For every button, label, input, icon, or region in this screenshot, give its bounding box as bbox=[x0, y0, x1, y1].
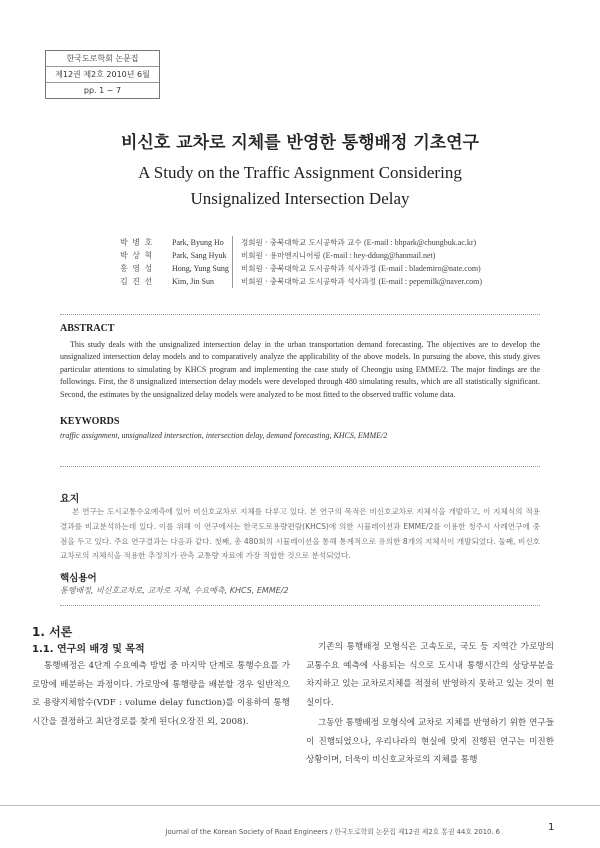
author-name-english: Kim, Jin Sun bbox=[172, 277, 215, 286]
paper-title-english-line2: Unsignalized Intersection Delay bbox=[190, 189, 410, 208]
author-name-korean: 홍 영 성 bbox=[120, 264, 154, 273]
footer-citation: Journal of the Korean Society of Road Engineers / 한국도로학회 논문집 제12권 제2호 통권 44호 2010. 6 bbox=[165, 828, 500, 836]
korean-abstract-text: 본 연구는 도시교통수요예측에 있어 비신호교차로 지체를 다루고 있다. 본 연구의 목적은 비신호교차로 지체식을 개발하고, 이 지체식의 적용결과를 비교분석하는데 있다. 이를 위해 이 연구에서는 한국도로용량편람(KHCS)에 의한 시뮬레이션과 EMME/2를 이용한 청주시 사례연구에 중점을 두고 있다. 주요 연구결과는 다음과 같다. 첫째, 총 480회의 시뮬레이션을 통해 통계적으로 유의한 8개의 지체식이 개발되었다. 둘째, 비신호교차로의 지체식을 적용한 추정치가 관측 교통량 자료에 가장 적합한 것으로 분석되었다. bbox=[60, 507, 540, 561]
author-affiliation: 정회원 · 충북대학교 도시공학과 교수 (E-mail : bhpark@chungbuk.ac.kr) bbox=[241, 238, 477, 247]
korean-abstract-heading: 요지 bbox=[60, 494, 80, 505]
author-row bbox=[120, 262, 540, 275]
author-name-english: Park, Sang Hyuk bbox=[172, 251, 227, 260]
abstract-text: This study deals with the unsignalized intersection delay in the urban transportation demand forecasting. The objectives are to develop the unsignalized intersection delay models and to comparatively analyze the applicability of the above models. In pursuing the above, this study gives particular attentions to simulating by KHCS program and implementing the case study of Cheongju using EMME/2. The major findings are the followings. First, the 8 unsignalized intersection delay models were developed through 480 simulating results, which are all statistically significant. Second, the estimates by the unsignalized delay models were analyzed to be most fitted to the observed traffic volume data. bbox=[60, 340, 540, 399]
body-column-right bbox=[306, 638, 554, 770]
page-number: 1 bbox=[548, 822, 555, 833]
subsection-heading: 1.1. 연구의 배경 및 목적 bbox=[32, 644, 145, 655]
divider bbox=[60, 314, 540, 315]
author-email: (E-mail : blademiro@nate.com) bbox=[378, 264, 481, 273]
body-paragraph: 그동안 통행배정 모형식에 교차로 지체를 반영하기 위한 연구들이 진행되었으나, 우리나라의 현실에 맞게 진행된 연구는 미진한 상황이며, 더욱이 비신호교차로의 지체를 통행 bbox=[306, 718, 554, 765]
author-divider bbox=[232, 275, 233, 288]
author-affiliation: 비회원 · 충북대학교 도시공학과 석사과정 (E-mail : blademiro@nate.com) bbox=[241, 264, 481, 273]
author-row bbox=[120, 249, 540, 262]
keywords-text: traffic assignment, unsignalized intersection, intersection delay, demand forecasting, KHCS, EMME/2 bbox=[60, 431, 388, 440]
author-affiliation: 비회원 · 충북대학교 도시공학과 석사과정 (E-mail : pepemilk@naver.com) bbox=[241, 277, 483, 286]
section-heading: 1. 서론 bbox=[32, 625, 73, 639]
journal-info-box bbox=[45, 50, 160, 99]
author-name-korean: 박 상 혁 bbox=[120, 251, 154, 260]
footer-divider bbox=[0, 805, 600, 806]
author-name-english: Hong, Yung Sung bbox=[172, 264, 229, 273]
divider bbox=[60, 605, 540, 606]
paper-title-english bbox=[0, 160, 600, 212]
author-name-english: Park, Byung Ho bbox=[172, 238, 224, 247]
paper-title-english-line1: A Study on the Traffic Assignment Considering bbox=[138, 163, 462, 182]
body-paragraph: 기존의 통행배정 모형식은 고속도로, 국도 등 지역간 가로망의 교통수요 예측에 사용되는 식으로 도시내 통행시간의 상당부분을 차지하고 있는 교차로지체를 적절히 반영하지 못하고 있는 것이 현실이다. bbox=[306, 642, 554, 708]
body-paragraph: 통행배정은 4단계 수요예측 방법 중 마지막 단계로 통행수요를 가로망에 배분하는 과정이다. 가로망에 통행량을 배분할 경우 일반적으로 용량지체함수(VDF : volume delay function)를 이용하여 통행시간을 결정하고 최단경로를 찾게 된다(오장진 외, 2008). bbox=[32, 661, 290, 727]
journal-pages: pp. 1 ~ 7 bbox=[83, 86, 122, 95]
author-row bbox=[120, 275, 540, 288]
author-name-korean: 김 진 선 bbox=[120, 277, 154, 286]
keywords-heading: KEYWORDS bbox=[60, 416, 120, 427]
journal-name: 한국도로학회 논문집 bbox=[46, 51, 159, 67]
author-affiliation: 비회원 · 용마엔지니어링 (E-mail : hey-ddung@hanmail.net) bbox=[241, 251, 436, 260]
divider bbox=[60, 466, 540, 467]
author-divider bbox=[232, 262, 233, 275]
author-email: (E-mail : bhpark@chungbuk.ac.kr) bbox=[364, 238, 477, 247]
abstract-heading: ABSTRACT bbox=[60, 323, 115, 334]
author-row bbox=[120, 236, 540, 249]
author-name-korean: 박 병 호 bbox=[120, 238, 154, 247]
author-email: (E-mail : hey-ddung@hanmail.net) bbox=[323, 251, 436, 260]
korean-keywords-text: 통행배정, 비신호교차로, 교차로 지체, 수요예측, KHCS, EMME/2 bbox=[60, 586, 289, 595]
paper-title-korean: 비신호 교차로 지체를 반영한 통행배정 기초연구 bbox=[120, 133, 480, 153]
author-divider bbox=[232, 236, 233, 249]
author-divider bbox=[232, 249, 233, 262]
author-list bbox=[120, 236, 540, 288]
body-column-left bbox=[32, 657, 290, 731]
author-email: (E-mail : pepemilk@naver.com) bbox=[378, 277, 483, 286]
korean-keywords-heading: 핵심용어 bbox=[60, 573, 97, 584]
journal-volume: 제12권 제2호 2010년 6월 bbox=[46, 67, 159, 83]
